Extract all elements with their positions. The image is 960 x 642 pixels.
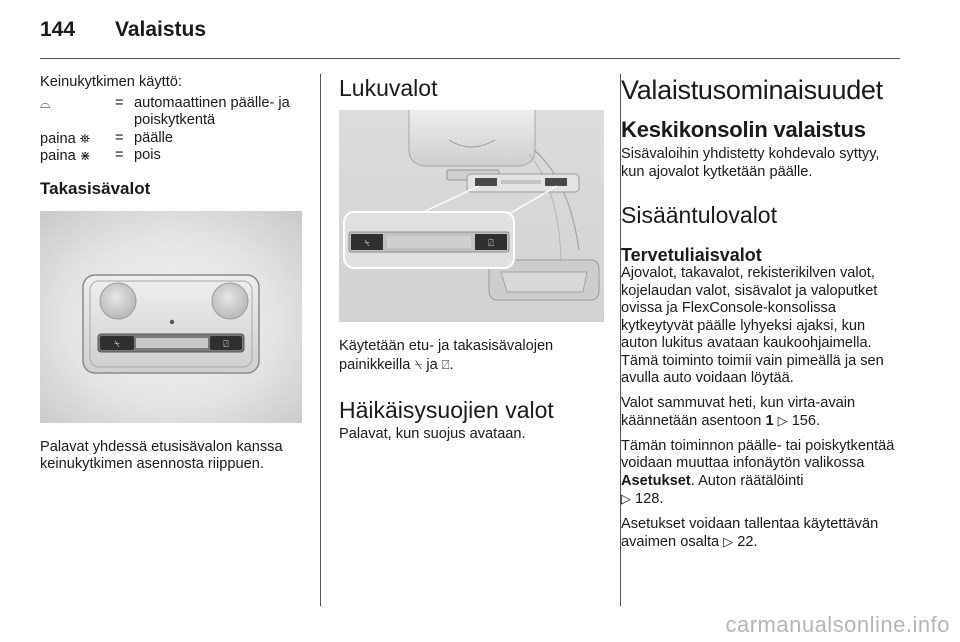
reading-lights-text: Käytetään etu- ja takasisävalojen painikkeilla ⍀ ja ⍁. [339,338,554,373]
rear-lights-caption: Palavat yhdessä etusisävalon kanssa keinukytkimen asennosta riippuen. [40,438,283,472]
entry-lighting-heading: Sisääntulovalot [621,202,777,228]
row-key: paina ⛯ [40,130,91,147]
switch-operation-table [40,95,302,165]
rear-lamp-icon: ⍁ [441,356,450,372]
reference-arrow-icon: ▷ [723,534,734,549]
column-1 [40,74,302,474]
column-2 [339,74,604,444]
table-row [40,95,302,130]
rear-lights-heading: Takasisävalot [40,178,151,198]
page-title: Valaistus [115,18,207,41]
switch-off-text: Valot sammuvat heti, kun virta-avain käännetään asentoon 1 ▷ 156. [621,394,856,429]
front-lamp-icon: ⍀ [414,356,423,372]
door-icon: ⌓ [40,95,51,111]
row-value: päälle [134,129,173,146]
rear-interior-light-figure [40,211,302,423]
reference-arrow-icon: ▷ [777,413,788,428]
row-key [40,95,50,114]
reading-lights-figure [339,110,604,322]
reference-arrow-icon: ▷ [621,491,631,506]
table-row [40,130,302,148]
key-settings-text: Asetukset voidaan tallentaa käytettävän avaimen osalta ▷ 22. [621,515,879,550]
lamp-on-icon: ⛯ [79,130,91,146]
header-divider [40,58,900,59]
column-3 [621,74,903,552]
page-number: 144 [40,18,76,41]
row-value: automaattinen päälle- ja poiskytkentä [134,94,290,128]
table-row [40,147,302,165]
svg-text:⍀: ⍀ [114,339,120,350]
welcome-lighting-text: Ajovalot, takavalot, rekisterikilven valot, kojelaudan valot, sisävalot ja valoputket ovissa ja FlexConsole-konsolissa kytkeytyvät päälle lyhyeksi ajaksi, kun auton lukitus avataan kaukoohjaimella. Tämä toiminto toimii vain pimeällä ja sen avulla auto voidaan löytää. [621,265,884,386]
lamp-off-icon: ⋇ [79,148,91,163]
watermark: carmanualsonline.info [725,612,950,637]
welcome-lighting-heading: Tervetuliaisvalot [621,245,762,265]
column-divider-1 [320,74,321,606]
row-key: paina ⋇ [40,148,91,164]
row-equals: = [115,94,124,111]
lighting-features-heading: Valaistusominaisuudet [621,75,883,105]
reading-lights-heading: Lukuvalot [339,75,438,101]
row-equals: = [115,129,124,146]
row-equals: = [115,147,124,163]
center-console-lighting-heading: Keskikonsolin valaistus [621,117,866,142]
sunvisor-lights-text: Palavat, kun suojus avataan. [339,426,526,442]
row-value: pois [134,147,161,163]
svg-text:⍀: ⍀ [364,239,370,249]
settings-text: Tämän toiminnon päälle- tai poiskytkentää voidaan muuttaa infonäytön valikossa Asetukset. Auton räätälöinti ▷ 128. [621,437,895,507]
sunvisor-lights-heading: Häikäisysuojien valot [339,397,554,423]
switch-intro: Keinukytkimen käyttö: [40,74,182,90]
center-console-lighting-text: Sisävaloihin yhdistetty kohdevalo syttyy, kun ajovalot kytketään päälle. [621,146,880,180]
svg-text:⍁: ⍁ [223,339,229,350]
svg-text:⍁: ⍁ [488,239,494,249]
